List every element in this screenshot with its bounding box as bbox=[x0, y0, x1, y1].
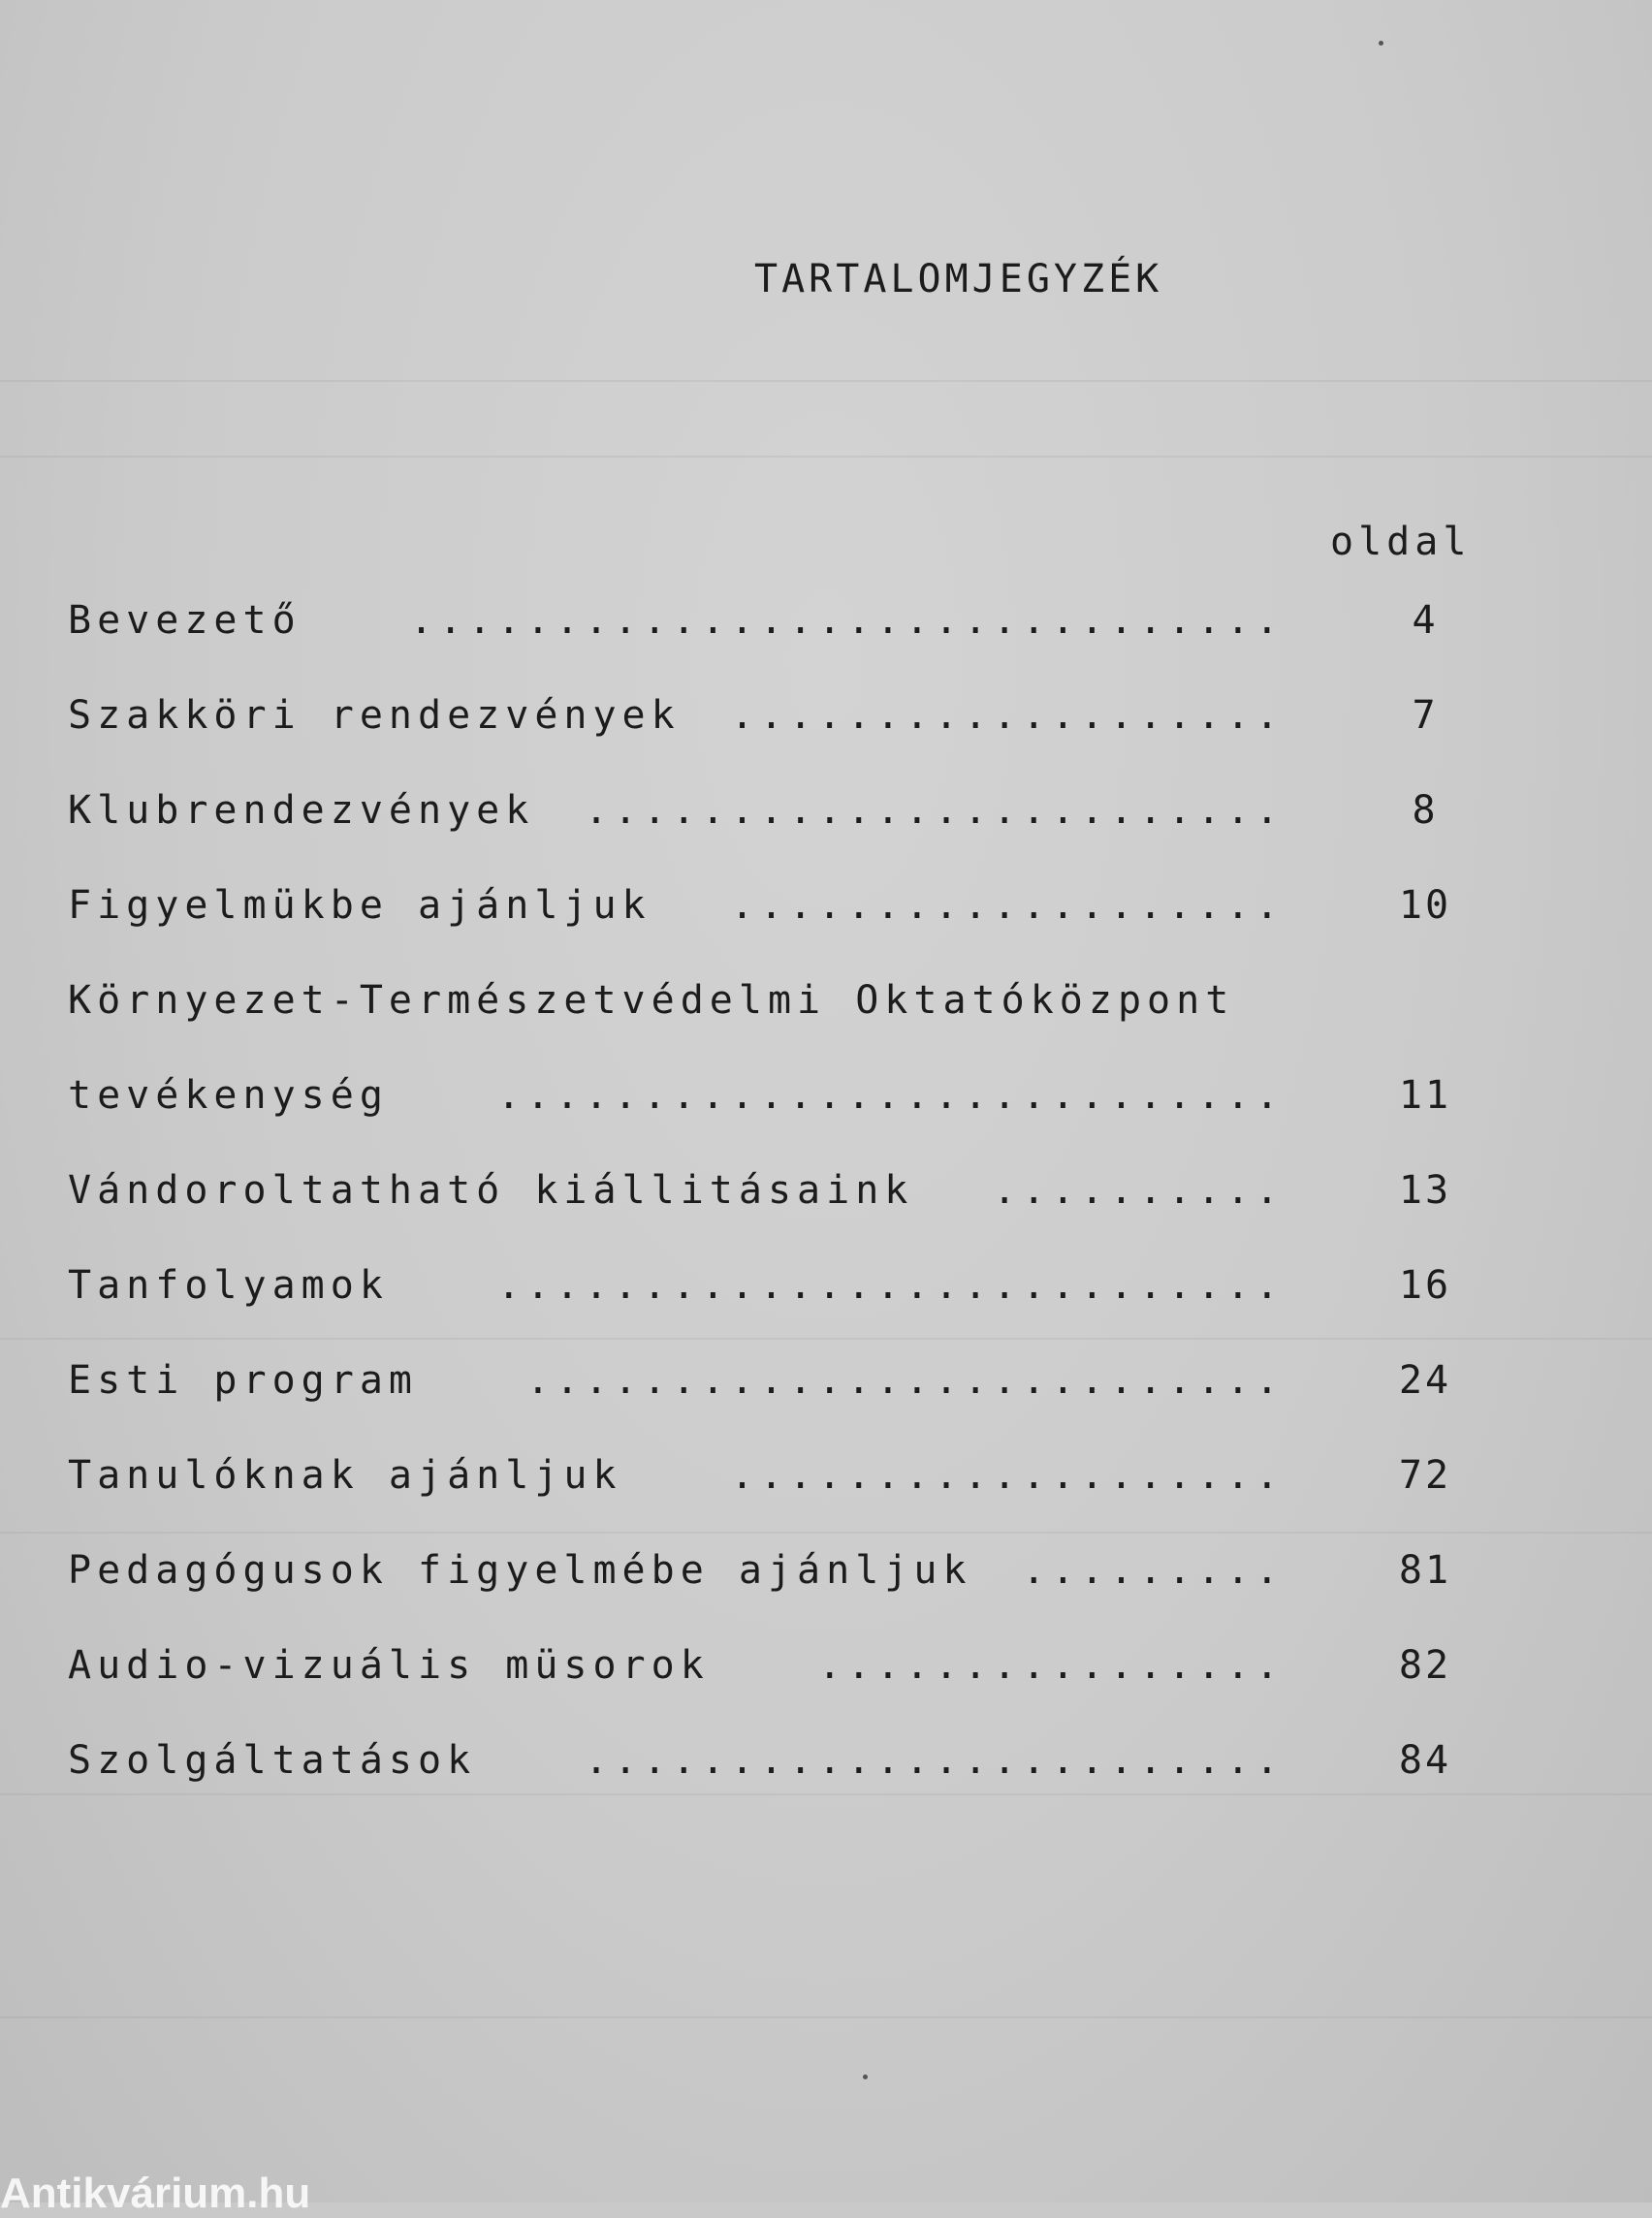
toc-entry-page: 7 bbox=[1412, 693, 1439, 738]
toc-entry-page: 16 bbox=[1398, 1263, 1452, 1308]
toc-entry bbox=[68, 1161, 1522, 1256]
toc-dot-leader: ................... bbox=[730, 883, 1285, 928]
toc-entry bbox=[68, 876, 1522, 971]
toc-dot-leader: .......... bbox=[993, 1168, 1285, 1213]
toc-entry-page: 10 bbox=[1398, 883, 1452, 928]
toc-entry bbox=[68, 971, 1522, 1066]
toc-entry-label: Bevezető bbox=[68, 598, 302, 643]
paper-speck bbox=[863, 2075, 868, 2079]
toc-entry-label: Környezet-Természetvédelmi Oktatóközpont bbox=[68, 978, 1235, 1023]
toc-entry bbox=[68, 686, 1522, 781]
toc-entry bbox=[68, 1256, 1522, 1351]
toc-entry-page: 81 bbox=[1398, 1548, 1452, 1593]
toc-dot-leader: ................... bbox=[730, 1453, 1285, 1498]
toc-dot-leader: ........................ bbox=[585, 788, 1285, 833]
toc-entry-page: 84 bbox=[1398, 1738, 1452, 1783]
toc-entry-label: Vándoroltatható kiállitásaink bbox=[68, 1168, 914, 1213]
toc-entry-page: 11 bbox=[1398, 1073, 1452, 1118]
toc-entry bbox=[68, 591, 1522, 686]
show-through-line bbox=[0, 2016, 1652, 2018]
toc-entry-label: Szolgáltatások bbox=[68, 1738, 477, 1783]
toc-entry-label: Tanulóknak ajánljuk bbox=[68, 1453, 622, 1498]
page-title: TARTALOMJEGYZÉK bbox=[754, 257, 1163, 301]
toc-entry-label: Pedagógusok figyelmébe ajánljuk bbox=[68, 1548, 972, 1593]
toc-entry-page: 24 bbox=[1398, 1358, 1452, 1403]
toc-dot-leader: ........................... bbox=[496, 1263, 1285, 1308]
paper-speck bbox=[1379, 41, 1383, 46]
watermark-text: Antikvárium.hu bbox=[0, 2170, 311, 2217]
toc-entry bbox=[68, 1446, 1522, 1541]
table-of-contents bbox=[68, 591, 1522, 1826]
show-through-line bbox=[0, 456, 1652, 458]
toc-dot-leader: .............................. bbox=[409, 598, 1285, 643]
toc-entry-label: tevékenység bbox=[68, 1073, 389, 1118]
toc-dot-leader: ................... bbox=[730, 693, 1285, 738]
toc-entry bbox=[68, 1066, 1522, 1161]
toc-entry-page: 4 bbox=[1412, 598, 1439, 643]
toc-entry-page: 13 bbox=[1398, 1168, 1452, 1213]
toc-dot-leader: ......... bbox=[1022, 1548, 1285, 1593]
toc-entry bbox=[68, 1731, 1522, 1826]
toc-entry-page: 82 bbox=[1398, 1643, 1452, 1688]
toc-entry-label: Tanfolyamok bbox=[68, 1263, 389, 1308]
toc-dot-leader: ................ bbox=[817, 1643, 1285, 1688]
toc-dot-leader: .......................... bbox=[525, 1358, 1285, 1403]
toc-entry-label: Klubrendezvények bbox=[68, 788, 535, 833]
toc-dot-leader: ........................... bbox=[496, 1073, 1285, 1118]
show-through-line bbox=[0, 380, 1652, 382]
toc-entry-label: Szakköri rendezvények bbox=[68, 693, 681, 738]
toc-entry-label: Figyelmükbe ajánljuk bbox=[68, 883, 651, 928]
toc-entry-page: 72 bbox=[1398, 1453, 1452, 1498]
toc-dot-leader: ........................ bbox=[585, 1738, 1285, 1783]
toc-entry bbox=[68, 1351, 1522, 1446]
toc-entry-label: Audio-vizuális müsorok bbox=[68, 1643, 710, 1688]
page-column-header: oldal bbox=[1330, 520, 1472, 564]
toc-entry-label: Esti program bbox=[68, 1358, 418, 1403]
toc-entry bbox=[68, 1541, 1522, 1636]
toc-entry bbox=[68, 1636, 1522, 1731]
toc-entry-page: 8 bbox=[1412, 788, 1439, 833]
toc-entry bbox=[68, 781, 1522, 876]
